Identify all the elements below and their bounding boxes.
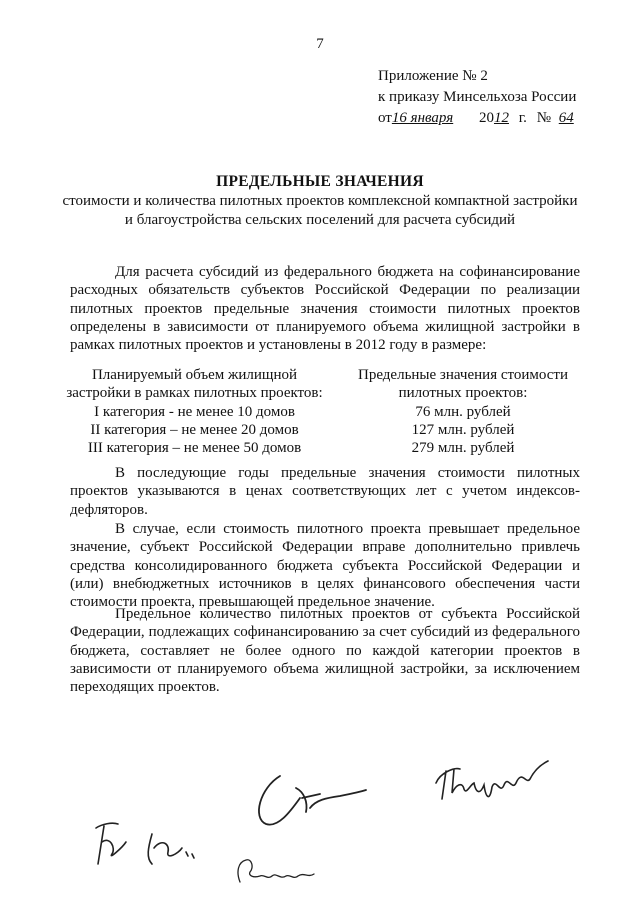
cost-row-3: 279 млн. рублей (411, 440, 515, 457)
paragraph-3 (70, 520, 580, 611)
appendix-line-3 (378, 108, 578, 129)
cost-header-2: пилотных проектов: (398, 385, 528, 402)
appendix-number: 64 (558, 110, 574, 126)
appendix-line-1: Приложение № 2 (378, 68, 488, 84)
category-row-3: III категория – не менее 50 домов (87, 440, 302, 457)
appendix-year-label: г. (518, 110, 527, 126)
volume-column (62, 366, 327, 457)
signature-left (82, 808, 222, 878)
document-title: ПРЕДЕЛЬНЫЕ ЗНАЧЕНИЯ (216, 173, 424, 190)
paragraph-4 (70, 605, 580, 696)
cost-header-1: Предельные значения стоимости (358, 367, 568, 383)
cost-row-1: 76 млн. рублей (415, 403, 511, 420)
volume-header-1: Планируемый объем жилищной (91, 367, 298, 383)
cost-column (344, 366, 582, 457)
paragraph-3-text: В случае, если стоимость пилотного проекта превышает предельное значение, субъект Российской Федерации вправе дополнительно привлечь средства консолидированного бюджета субъекта Российской Федерации и (или) внебюджетных источников в целях финансового обеспечения части стоимости проекта, превышающей предельное значение. (70, 521, 580, 611)
cost-row-2: 127 млн. рублей (411, 421, 515, 438)
category-row-1: I категория - не менее 10 домов (94, 403, 295, 420)
category-row-2: II категория – не менее 20 домов (90, 421, 299, 438)
appendix-date: 16 января (391, 110, 454, 126)
appendix-from-label: от (378, 110, 392, 126)
paragraph-2-text: В последующие годы предельные значения стоимости пилотных проектов указываются в ценах соответствующих лет с учетом индексов-дефляторов. (70, 465, 580, 518)
intro-text: Для расчета субсидий из федерального бюджета на софинансирование расходных обязательств субъектов Российской Федерации по реализации пилотных проектов предельные значения стоимости пилотных проектов определены в зависимости от планируемого объема жилищной застройки в рамках пилотных проектов и установлены в 2012 году в размере: (70, 264, 580, 354)
signature-handwritten-name (232, 852, 322, 892)
appendix-year-suffix: 12 (493, 110, 509, 126)
appendix-line-2: к приказу Минсельхоза России (378, 89, 577, 105)
intro-paragraph (70, 263, 580, 354)
appendix-number-label: № (536, 110, 551, 126)
appendix-header (378, 66, 578, 129)
paragraph-2 (70, 464, 580, 519)
document-subtitle: стоимости и количества пилотных проектов комплексной компактной застройки и благоустройства сельских поселений для расчета субсидий (62, 193, 578, 228)
page-number: 7 (316, 36, 324, 52)
signature-right (430, 755, 560, 815)
volume-header-2: застройки в рамках пилотных проектов: (66, 385, 323, 402)
appendix-year-prefix: 20 (478, 110, 494, 126)
paragraph-4-text: Предельное количество пилотных проектов от субъекта Российской Федерации, подлежащих софинансированию за счет субсидий из федерального бюджета, составляет не более одного по каждой категории проектов в зависимости от планируемого объема жилищной застройки, за исключением переходящих проектов. (70, 606, 580, 696)
signature-center (250, 768, 370, 838)
